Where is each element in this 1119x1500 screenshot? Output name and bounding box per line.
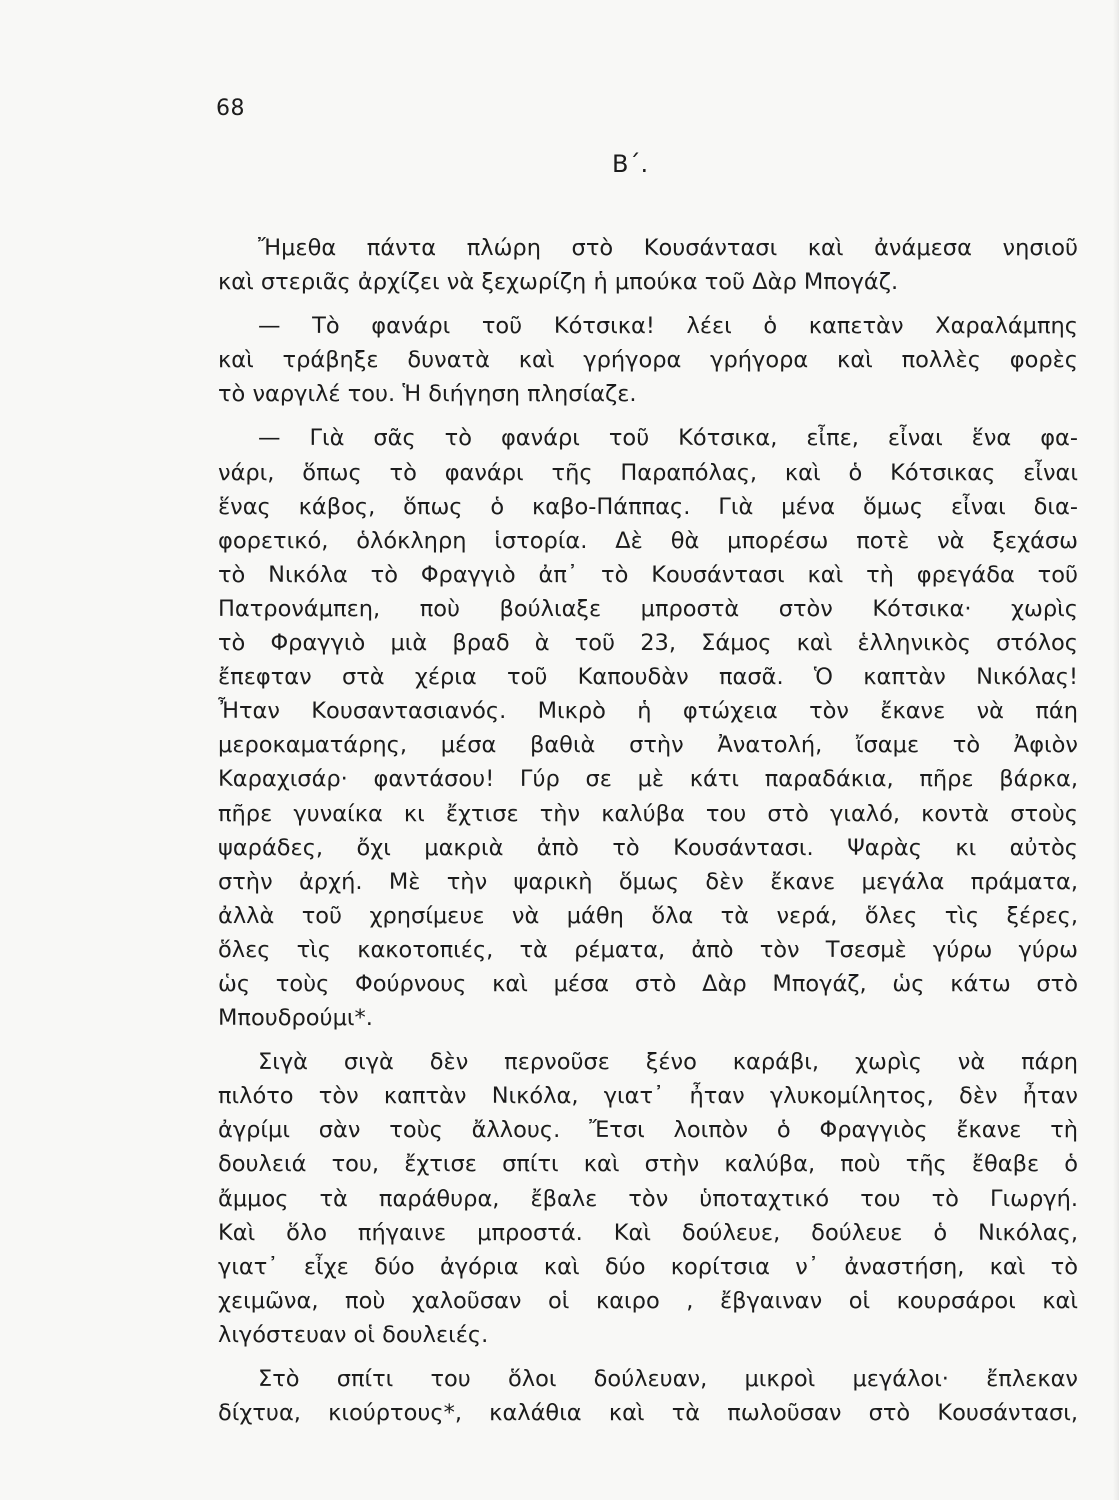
- text-line: πιλότο τὸν καπτὰν Νικόλα, γιατ᾿ ἦταν γλυκομίλητος, δὲν ἦταν: [218, 1083, 1078, 1110]
- text-line: ὡς τοὺς Φούρνους καὶ μέσα στὸ Δὰρ Μπογάζ, ὡς κάτω στὸ: [218, 970, 1078, 997]
- body-text: [218, 231, 1078, 1430]
- text-line: Στὸ σπίτι του ὅλοι δούλευαν, μικροὶ μεγάλοι· ἔπλεκαν: [258, 1366, 1078, 1392]
- text-line: πῆρε γυναίκα κι ἔχτισε τὴν καλύβα του στὸ γιαλό, κοντὰ στοὺς: [218, 800, 1078, 827]
- text-line: ἀλλὰ τοῦ χρησίμευε νὰ μάθη ὅλα τὰ νερά, ὅλες τὶς ξέρες,: [218, 902, 1078, 929]
- text-line: Ἦταν Κουσαντασιανός. Μικρὸ ἡ φτώχεια τὸν ἔκανε νὰ πάη: [218, 698, 1078, 725]
- text-line: Καὶ ὅλο πήγαινε μπροστά. Καὶ δούλευε, δούλευε ὁ Νικόλας,: [218, 1219, 1078, 1246]
- text-line: δίχτυα, κιούρτους*, καλάθια καὶ τὰ πωλοῦσαν στὸ Κουσάντασι,: [218, 1400, 1078, 1427]
- page-number: 68: [216, 96, 245, 121]
- text-line: Ἤμεθα πάντα πλώρη στὸ Κουσάντασι καὶ ἀνάμεσα νησιοῦ: [258, 235, 1078, 261]
- text-line: νάρι, ὅπως τὸ φανάρι τῆς Παραπόλας, καὶ ὁ Κότσικας εἶναι: [218, 459, 1078, 486]
- text-line: χειμῶνα, ποὺ χαλοῦσαν οἱ καιρο , ἔβγαιναν οἱ κουρσάροι καὶ: [218, 1287, 1078, 1314]
- text-line: τὸ ναργιλέ του. Ἡ διήγηση πλησίαζε.: [218, 381, 637, 408]
- page-edge-shadow: [1113, 0, 1119, 1500]
- text-line: φορετικό, ὁλόκληρη ἱστορία. Δὲ θὰ μπορέσω ποτὲ νὰ ξεχάσω: [218, 527, 1078, 554]
- text-line: — Γιὰ σᾶς τὸ φανάρι τοῦ Κότσικα, εἶπε, εἶναι ἕνα φα-: [258, 425, 1078, 452]
- text-line: τὸ Φραγγιὸ μιὰ βραδ ὰ τοῦ 23, Σάμος καὶ ἑλληνικὸς στόλος: [218, 630, 1078, 657]
- text-line: ἀγρίμι σὰν τοὺς ἄλλους. Ἔτσι λοιπὸν ὁ Φραγγιὸς ἔκανε τὴ: [218, 1117, 1078, 1144]
- text-line: καὶ τράβηξε δυνατὰ καὶ γρήγορα γρήγορα καὶ πολλὲς φορὲς: [218, 347, 1078, 374]
- text-line: ψαράδες, ὄχι μακριὰ ἀπὸ τὸ Κουσάντασι. Ψαρὰς κι αὐτὸς: [218, 834, 1078, 861]
- text-line: λιγόστευαν οἱ δουλειές.: [218, 1321, 489, 1348]
- text-line: Σιγὰ σιγὰ δὲν περνοῦσε ξένο καράβι, χωρὶς νὰ πάρη: [258, 1049, 1078, 1076]
- text-line: δουλειά του, ἔχτισε σπίτι καὶ στὴν καλύβα, ποὺ τῆς ἔθαβε ὁ: [218, 1151, 1078, 1178]
- text-line: ἕνας κάβος, ὅπως ὁ καβο-Πάππας. Γιὰ μένα ὅμως εἶναι δια-: [218, 493, 1078, 520]
- text-line: μεροκαματάρης, μέσα βαθιὰ στὴν Ἀνατολή, ἴσαμε τὸ Ἀφιὸν: [218, 732, 1078, 759]
- text-line: τὸ Νικόλα τὸ Φραγγιὸ ἀπ᾿ τὸ Κουσάντασι καὶ τὴ φρεγάδα τοῦ: [218, 561, 1078, 588]
- text-line: Μπουδρούμι*.: [218, 1005, 373, 1032]
- text-line: — Τὸ φανάρι τοῦ Κότσικα! λέει ὁ καπετὰν Χαραλάμπης: [258, 313, 1078, 340]
- text-line: Καραχισάρ· φαντάσου! Γύρ σε μὲ κάτι παραδάκια, πῆρε βάρκα,: [218, 766, 1078, 793]
- text-line: ὅλες τὶς κακοτοπιές, τὰ ρέματα, ἀπὸ τὸν Τσεσμὲ γύρω γύρω: [218, 936, 1078, 963]
- text-line: καὶ στεριᾶς ἀρχίζει νὰ ξεχωρίζη ἡ μπούκα τοῦ Δὰρ Μπογάζ.: [218, 269, 899, 296]
- text-line: ἔπεφταν στὰ χέρια τοῦ Καπουδὰν πασᾶ. Ὁ καπτὰν Νικόλας!: [218, 664, 1078, 691]
- text-line: στὴν ἀρχή. Μὲ τὴν ψαρικὴ ὅμως δὲν ἔκανε μεγάλα πράματα,: [218, 868, 1078, 895]
- text-line: Πατρονάμπεη, ποὺ βούλιαξε μπροστὰ στὸν Κότσικα· χωρὶς: [218, 595, 1078, 622]
- text-line: γιατ᾿ εἶχε δύο ἀγόρια καὶ δύο κορίτσια ν᾿ ἀναστήση, καὶ τὸ: [218, 1253, 1078, 1280]
- text-line: ἄμμος τὰ παράθυρα, ἔβαλε τὸν ὑποταχτικό του τὸ Γιωργή.: [218, 1185, 1078, 1212]
- section-title: Β΄.: [612, 150, 649, 178]
